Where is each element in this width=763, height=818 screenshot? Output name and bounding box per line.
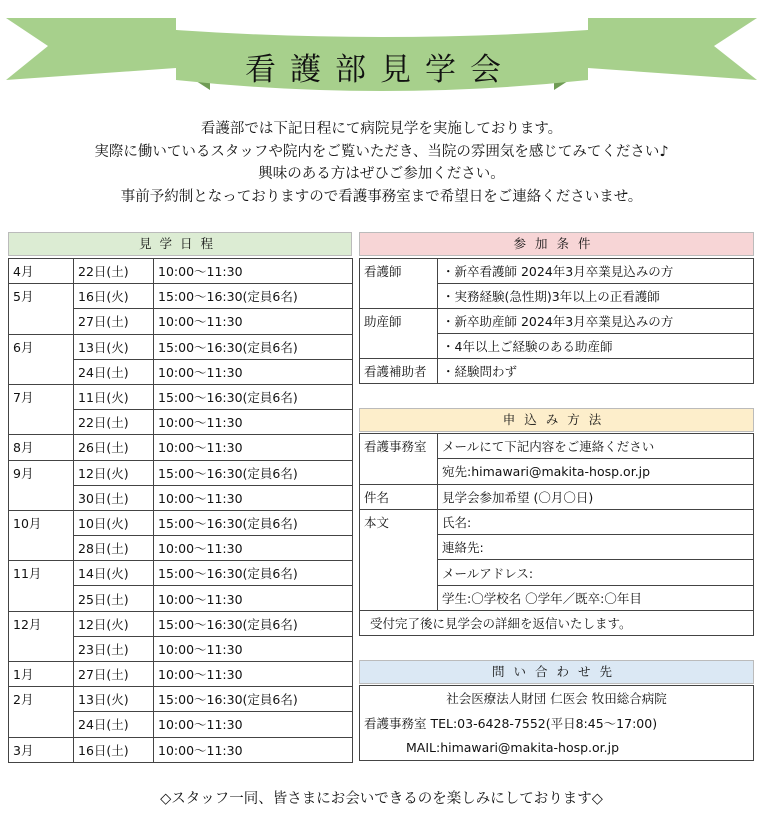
schedule-month: 3月 bbox=[9, 737, 74, 762]
nurse-label: 看護師 bbox=[360, 259, 438, 309]
schedule-day: 26日(土) bbox=[74, 435, 154, 460]
schedule-day: 30日(土) bbox=[74, 485, 154, 510]
table-row bbox=[9, 460, 353, 485]
table-row bbox=[9, 510, 353, 535]
intro-line: 看護部では下記日程にて病院見学を実施しております。 bbox=[200, 121, 563, 137]
body-line: 氏名: bbox=[438, 509, 754, 534]
schedule-time: 10:00～11:30 bbox=[154, 435, 353, 460]
schedule-time: 10:00～11:30 bbox=[154, 636, 353, 661]
schedule-day: 13日(火) bbox=[74, 687, 154, 712]
table-row bbox=[9, 737, 353, 762]
table-row bbox=[360, 484, 754, 509]
schedule-month: 9月 bbox=[9, 460, 74, 510]
table-row bbox=[360, 309, 754, 334]
schedule-month: 4月 bbox=[9, 259, 74, 284]
conditions-table bbox=[359, 258, 754, 384]
ribbon-right-tail bbox=[588, 18, 757, 80]
schedule-time: 15:00～16:30(定員6名) bbox=[154, 284, 353, 309]
nurse-condition: ・実務経験(急性期)3年以上の正看護師 bbox=[438, 284, 754, 309]
contact-table bbox=[359, 685, 754, 761]
schedule-day: 28日(土) bbox=[74, 536, 154, 561]
schedule-day: 13日(火) bbox=[74, 334, 154, 359]
table-row bbox=[9, 662, 353, 687]
body-line: 学生:〇学校名 〇学年／既卒:〇年目 bbox=[438, 585, 754, 610]
schedule-month: 8月 bbox=[9, 435, 74, 460]
schedule-day: 12日(火) bbox=[74, 611, 154, 636]
intro-line: 事前予約制となっておりますので看護事務室まで希望日をご連絡くださいませ。 bbox=[120, 188, 643, 205]
schedule-time: 10:00～11:30 bbox=[154, 712, 353, 737]
table-row bbox=[9, 611, 353, 636]
ribbon-left-tail bbox=[6, 18, 176, 80]
schedule-table bbox=[8, 258, 353, 763]
schedule-day: 22日(土) bbox=[74, 410, 154, 435]
schedule-time: 15:00～16:30(定員6名) bbox=[154, 561, 353, 586]
office-label: 看護事務室 bbox=[360, 434, 438, 485]
table-row bbox=[360, 736, 754, 761]
office-address[interactable]: 宛先:himawari@makita-hosp.or.jp bbox=[438, 459, 754, 484]
schedule-time: 15:00～16:30(定員6名) bbox=[154, 384, 353, 409]
schedule-month: 6月 bbox=[9, 334, 74, 384]
schedule-month: 10月 bbox=[9, 510, 74, 560]
schedule-time: 15:00～16:30(定員6名) bbox=[154, 687, 353, 712]
schedule-time: 10:00～11:30 bbox=[154, 410, 353, 435]
intro-line: 興味のある方はぜひご参加ください。 bbox=[258, 166, 505, 182]
table-row bbox=[9, 687, 353, 712]
table-row bbox=[9, 284, 353, 309]
schedule-day: 16日(火) bbox=[74, 284, 154, 309]
page-title: 看護部見学会 bbox=[245, 52, 515, 88]
schedule-month: 12月 bbox=[9, 611, 74, 661]
table-row bbox=[9, 259, 353, 284]
schedule-time: 10:00～11:30 bbox=[154, 309, 353, 334]
schedule-time: 10:00～11:30 bbox=[154, 737, 353, 762]
schedule-time: 10:00～11:30 bbox=[154, 485, 353, 510]
schedule-time: 10:00～11:30 bbox=[154, 536, 353, 561]
table-row bbox=[9, 561, 353, 586]
schedule-day: 14日(火) bbox=[74, 561, 154, 586]
schedule-header: 見学日程 bbox=[8, 232, 352, 256]
table-row bbox=[360, 686, 754, 711]
midwife-condition: ・4年以上ご経験のある助産師 bbox=[438, 334, 754, 359]
schedule-month: 1月 bbox=[9, 662, 74, 687]
table-row bbox=[360, 434, 754, 459]
subject-label: 件名 bbox=[360, 484, 438, 509]
apply-table bbox=[359, 433, 754, 636]
conditions-header: 参加条件 bbox=[359, 232, 754, 256]
table-row bbox=[9, 435, 353, 460]
schedule-time: 10:00～11:30 bbox=[154, 259, 353, 284]
midwife-condition: ・新卒助産師 2024年3月卒業見込みの方 bbox=[438, 309, 754, 334]
intro-line: 実際に働いているスタッフや院内をご覧いただき、当院の雰囲気を感じてみてください♪ bbox=[94, 143, 669, 160]
table-row bbox=[9, 334, 353, 359]
contact-org: 社会医療法人財団 仁医会 牧田総合病院 bbox=[360, 686, 754, 711]
schedule-time: 10:00～11:30 bbox=[154, 359, 353, 384]
apply-note: 受付完了後に見学会の詳細を返信いたします。 bbox=[360, 611, 754, 636]
schedule-day: 27日(土) bbox=[74, 309, 154, 334]
body-line: 連絡先: bbox=[438, 535, 754, 560]
table-row bbox=[360, 611, 754, 636]
schedule-time: 15:00～16:30(定員6名) bbox=[154, 611, 353, 636]
apply-header: 申込み方法 bbox=[359, 408, 754, 432]
schedule-month: 5月 bbox=[9, 284, 74, 334]
schedule-day: 27日(土) bbox=[74, 662, 154, 687]
schedule-day: 25日(土) bbox=[74, 586, 154, 611]
table-row bbox=[360, 509, 754, 534]
schedule-day: 22日(土) bbox=[74, 259, 154, 284]
schedule-day: 24日(土) bbox=[74, 712, 154, 737]
schedule-month: 2月 bbox=[9, 687, 74, 737]
schedule-time: 15:00～16:30(定員6名) bbox=[154, 334, 353, 359]
body-line: メールアドレス: bbox=[438, 560, 754, 585]
footer-message: ◇スタッフ一同、皆さまにお会いできるのを楽しみにしております◇ bbox=[160, 791, 603, 807]
subject-value: 見学会参加希望 (〇月〇日) bbox=[438, 484, 754, 509]
schedule-day: 24日(土) bbox=[74, 359, 154, 384]
aide-condition: ・経験問わず bbox=[438, 359, 754, 384]
aide-label: 看護補助者 bbox=[360, 359, 438, 384]
table-row bbox=[360, 359, 754, 384]
schedule-day: 11日(火) bbox=[74, 384, 154, 409]
table-row bbox=[360, 259, 754, 284]
office-instruction: メールにて下記内容をご連絡ください bbox=[438, 434, 754, 459]
schedule-time: 10:00～11:30 bbox=[154, 586, 353, 611]
schedule-time: 15:00～16:30(定員6名) bbox=[154, 510, 353, 535]
schedule-time: 15:00～16:30(定員6名) bbox=[154, 460, 353, 485]
schedule-day: 10日(火) bbox=[74, 510, 154, 535]
nurse-condition: ・新卒看護師 2024年3月卒業見込みの方 bbox=[438, 259, 754, 284]
contact-tel[interactable]: 看護事務室 TEL:03-6428-7552(平日8:45～17:00) bbox=[360, 711, 754, 736]
contact-mail[interactable]: MAIL:himawari@makita-hosp.or.jp bbox=[360, 736, 754, 761]
body-label: 本文 bbox=[360, 509, 438, 610]
contact-header: 問い合わせ先 bbox=[359, 660, 754, 684]
table-row bbox=[360, 711, 754, 736]
schedule-time: 10:00～11:30 bbox=[154, 662, 353, 687]
intro-text bbox=[0, 118, 763, 208]
schedule-day: 12日(火) bbox=[74, 460, 154, 485]
schedule-month: 11月 bbox=[9, 561, 74, 611]
schedule-day: 16日(土) bbox=[74, 737, 154, 762]
schedule-day: 23日(土) bbox=[74, 636, 154, 661]
table-row bbox=[9, 384, 353, 409]
midwife-label: 助産師 bbox=[360, 309, 438, 359]
schedule-month: 7月 bbox=[9, 384, 74, 434]
